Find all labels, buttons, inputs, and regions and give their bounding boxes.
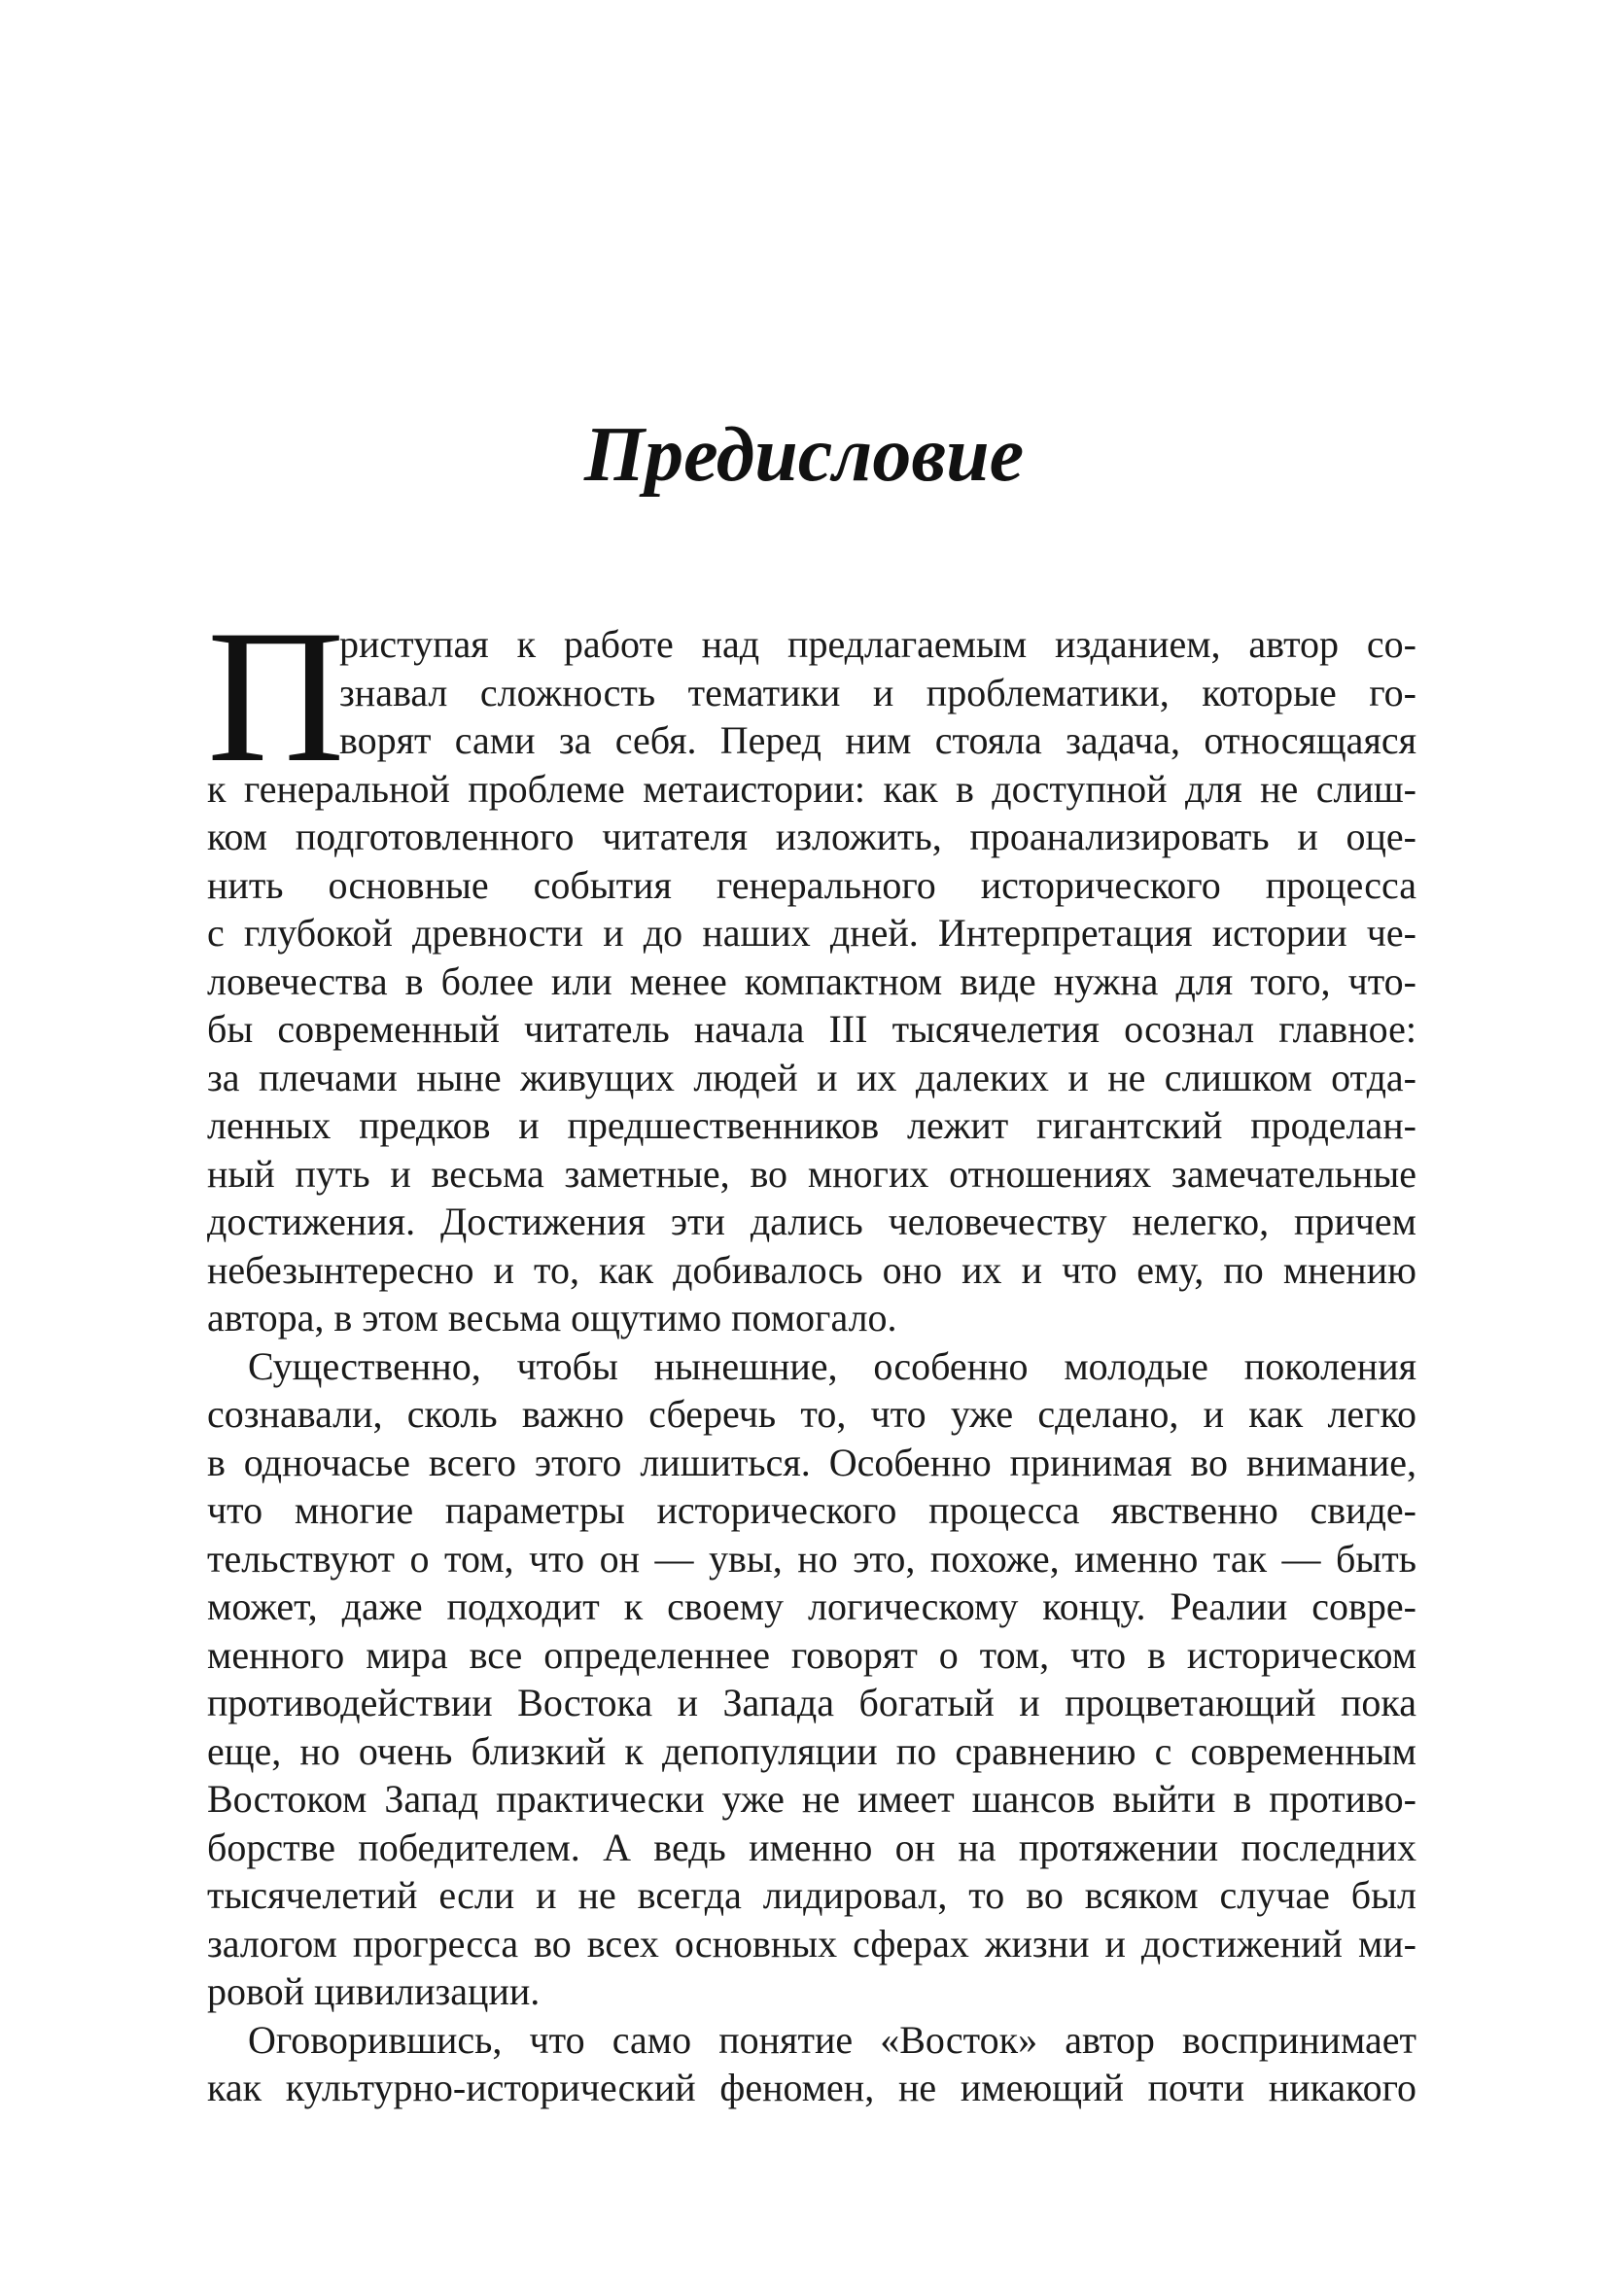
text-line: залогом прогресса во всех основных сферах жизни и достижений ми- <box>207 1921 1416 1966</box>
text-line: тысячелетий если и не всегда лидировал, то во всяком случае был <box>207 1873 1416 1917</box>
text-line: ловечества в более или менее компактном виде нужна для того, что- <box>207 958 1416 1003</box>
body-text <box>207 591 1416 2112</box>
text-line: в одночасье всего этого лишиться. Особенно принимая во внимание, <box>207 1440 1416 1484</box>
text-line: Оговорившись, что само понятие «Восток» автор воспринимает <box>248 2017 1416 2062</box>
text-line: небезынтересно и то, как добивалось оно их и что ему, по мнению <box>207 1247 1416 1292</box>
text-line: автора, в этом весьма ощутимо помогало. <box>207 1296 897 1339</box>
drop-cap: П <box>207 591 345 802</box>
text-line: ленных предков и предшественников лежит гигантский проделан- <box>207 1103 1416 1147</box>
text-line: к генеральной проблеме метаистории: как в доступной для не слиш- <box>207 766 1416 811</box>
text-line: ный путь и весьма заметные, во многих отношениях замечательные <box>207 1151 1416 1196</box>
text-line: противодействии Востока и Запада богатый и процветающий пока <box>207 1681 1416 1724</box>
text-line: ворят сами за себя. Перед ним стояла задача, относящаяся <box>339 718 1416 762</box>
text-line: что многие параметры исторического процесса явственно свиде- <box>207 1488 1416 1532</box>
text-line: Востоком Запад практически уже не имеет шансов выйти в противо- <box>207 1777 1416 1821</box>
text-line: с глубокой древности и до наших дней. Интерпретация истории че- <box>207 911 1416 955</box>
text-line: ком подготовленного читателя изложить, проанализировать и оце- <box>207 815 1416 858</box>
text-line: знавал сложность тематики и проблематики, которые го- <box>339 670 1416 714</box>
text-line: может, даже подходит к своему логическому концу. Реалии совре- <box>207 1584 1416 1628</box>
text-line: как культурно-исторический феномен, не имеющий почти никакого <box>207 2066 1416 2109</box>
paragraph-3 <box>207 2016 1416 2112</box>
paragraph-1 <box>207 591 1416 1342</box>
text-line: менного мира все определеннее говорят о том, что в историческом <box>207 1632 1416 1677</box>
text-line: еще, но очень близкий к депопуляции по сравнению с современным <box>207 1728 1416 1773</box>
text-line: достижения. Достижения эти дались человечеству нелегко, причем <box>207 1200 1416 1243</box>
text-line: нить основные события генерального исторического процесса <box>207 862 1416 907</box>
chapter-title: Предисловие <box>583 412 1025 498</box>
paragraph-2 <box>207 1342 1416 2016</box>
text-line: риступая к работе над предлагаемым изданием, автор со- <box>339 622 1416 666</box>
text-line: борстве победителем. А ведь именно он на протяжении последних <box>207 1825 1416 1869</box>
text-line: ровой цивилизации. <box>207 1969 541 2013</box>
text-line: сознавали, сколь важно сберечь то, что уже сделано, и как легко <box>207 1392 1416 1436</box>
text-line: бы современный читатель начала III тысячелетия осознал главное: <box>207 1007 1416 1051</box>
text-line: Существенно, чтобы нынешние, особенно молодые поколения <box>248 1343 1416 1388</box>
text-line: тельствуют о том, что он — увы, но это, похоже, именно так — быть <box>207 1536 1416 1581</box>
text-line: за плечами ныне живущих людей и их далеких и не слишком отда- <box>207 1055 1416 1099</box>
